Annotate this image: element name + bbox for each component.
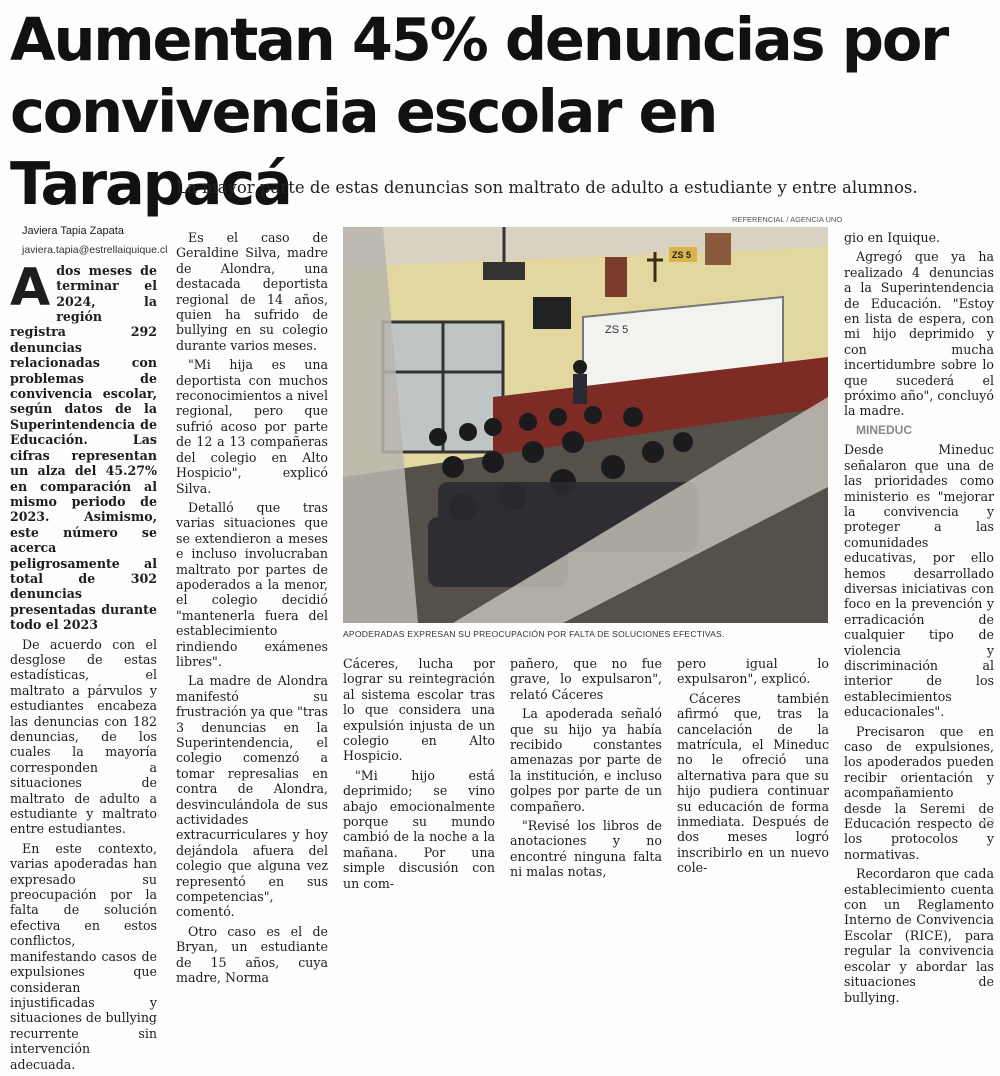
- byline-author: Javiera Tapia Zapata: [22, 225, 124, 237]
- lead-text: dos meses de terminar el 2024, la región registra 292 denuncias relacionadas con problemas de convivencia escolar, según datos de la Superintendencia de Educación. Las cifras representan un alza del 45.27% en comparación al mismo periodo de 2023. Asimismo, este número se acerca peligrosamente al total de 302 denuncias presentadas durante todo el 2023: [10, 262, 157, 633]
- paragraph: Cáceres, lucha por lograr su reintegración al sistema escolar tras lo que considera una expulsión injusta de un colegio en Alto Hospicio.: [343, 656, 495, 764]
- article-column-4: [510, 656, 662, 884]
- paragraph: De acuerdo con el desglose de estas estadísticas, el maltrato a párvulos y estudiantes encabeza las denuncias con 182 denuncias, de los cuales la mayoría corresponden a situaciones de maltrato de adulto a estudiante y maltrato entre estudiantes.: [10, 636, 157, 837]
- section-heading: MINEDUC: [856, 422, 912, 437]
- paragraph: Detalló que tras varias situaciones que se extendieron a meses e incluso involucraban maltrato por partes de apoderados a la menor, el colegio decidió "mantenerla fuera del establecimiento rindiendo exámenes libres".: [176, 499, 328, 669]
- byline-email[interactable]: javiera.tapia@estrellaiquique.cl: [22, 244, 168, 257]
- article-column-2: [176, 230, 328, 990]
- paragraph: Agregó que ya ha realizado 4 denuncias a la Superintendencia de Educación. "Estoy en lista de espera, con mi hijo deprimido y con mucha incertidumbre sobre lo que sucederá el próximo año", concluyó la madre.: [844, 249, 994, 419]
- wall-picture: [605, 257, 627, 297]
- projector: [483, 262, 525, 280]
- teacher: [573, 360, 587, 374]
- classroom-illustration: [343, 227, 828, 623]
- paragraph: Es el caso de Geraldine Silva, madre de Alondra, una destacada deportista regional de 14 años, quien ha sufrido de bullying en su colegio durante varios meses.: [176, 230, 328, 353]
- paragraph: Cáceres también afirmó que, tras la cancelación de la matrícula, el Mineduc no le ofreció una alternativa para que su hijo pudiera continuar su educación de forma inmediata. Después de dos meses logró inscribirlo en un nuevo cole-: [677, 690, 829, 876]
- paragraph: gio en Iquique.: [844, 230, 941, 245]
- whiteboard-label: ZS 5: [605, 324, 629, 336]
- paragraph: "Mi hijo está deprimido; se vino abajo emocionalmente porque su mundo cambió de la noche a la mañana. Por una simple discusión con un com-: [343, 767, 495, 891]
- drop-cap: A: [10, 257, 51, 318]
- photo-credit: REFERENCIAL / AGENCIA UNO: [732, 215, 843, 224]
- paragraph: pero igual lo expulsaron", explicó.: [677, 656, 829, 687]
- paragraph: En este contexto, varias apoderadas han expresado su preocupación por la falta de solución efectiva en estos conflictos, manifestando casos de expulsiones que consideran injustificadas y situaciones de bullying recurrente sin intervención adecuada.: [10, 840, 157, 1072]
- paragraph: "Mi hija es una deportista con muchos reconocimientos a nivel regional, pero que sufrió acoso por parte de 12 a 13 compañeras del colegio en Alto Hospicio", explicó Silva.: [176, 357, 328, 496]
- paragraph: "Revisé los libros de anotaciones y no encontré ninguna falta ni malas notas,: [510, 818, 662, 880]
- paragraph: Otro caso es el de Bryan, un estudiante de 15 años, cuya madre, Norma: [176, 923, 328, 986]
- article-column-1: [10, 224, 168, 1076]
- paragraph: Desde Mineduc señalaron que una de las prioridades como ministerio es "mejorar la convivencia y proteger a las comunidades educativas, por ello hemos desarrollado diversas iniciativas con foco en la prevención y erradicación de cualquier tipo de violencia y discriminación al interior de los establecimientos educacionales".: [844, 442, 994, 720]
- paragraph: Precisaron que en caso de expulsiones, los apoderados pueden recibir orientación y acompañamiento desde la Seremi de Educación respecto de los protocolos y normativas.: [844, 723, 994, 862]
- article-column-6: [844, 230, 994, 1009]
- classroom-photo: [343, 227, 828, 623]
- photo-caption: APODERADAS EXPRESAN SU PREOCUPACIÓN POR FALTA DE SOLUCIONES EFECTIVAS.: [343, 629, 725, 639]
- article-column-5: [677, 656, 829, 880]
- article-column-3: [343, 656, 495, 895]
- headline: Aumentan 45% denuncias por convivencia escolar en Tarapacá: [10, 5, 948, 218]
- room-sign-label: ZS 5: [672, 250, 692, 260]
- wall-portrait: [705, 233, 731, 265]
- paragraph: La madre de Alondra manifestó su frustración ya que "tras 3 denuncias en la Superintendencia, el colegio comenzó a tomar represalias en contra de Alondra, desvinculándola de sus actividades extracurriculares y hoy dejándola afuera del colegio que alguna vez representó en sus competencias", comentó.: [176, 673, 328, 920]
- lead-paragraph: [10, 257, 157, 633]
- subheadline: La mayor parte de estas denuncias son maltrato de adulto a estudiante y entre alumnos.: [176, 178, 918, 197]
- television: [533, 297, 571, 329]
- page-corner-mark: [984, 817, 994, 827]
- paragraph: Recordaron que cada establecimiento cuenta con un Reglamento Interno de Convivencia Escolar (RICE), para regular la convivencia escolar y abordar las situaciones de bullying.: [844, 866, 994, 1005]
- paragraph: La apoderada señaló que su hijo ya había recibido constantes amenazas por parte de la institución, e incluso golpes por parte de un compañero.: [510, 706, 662, 814]
- paragraph: pañero, que no fue grave, lo expulsaron", relató Cáceres: [510, 656, 662, 702]
